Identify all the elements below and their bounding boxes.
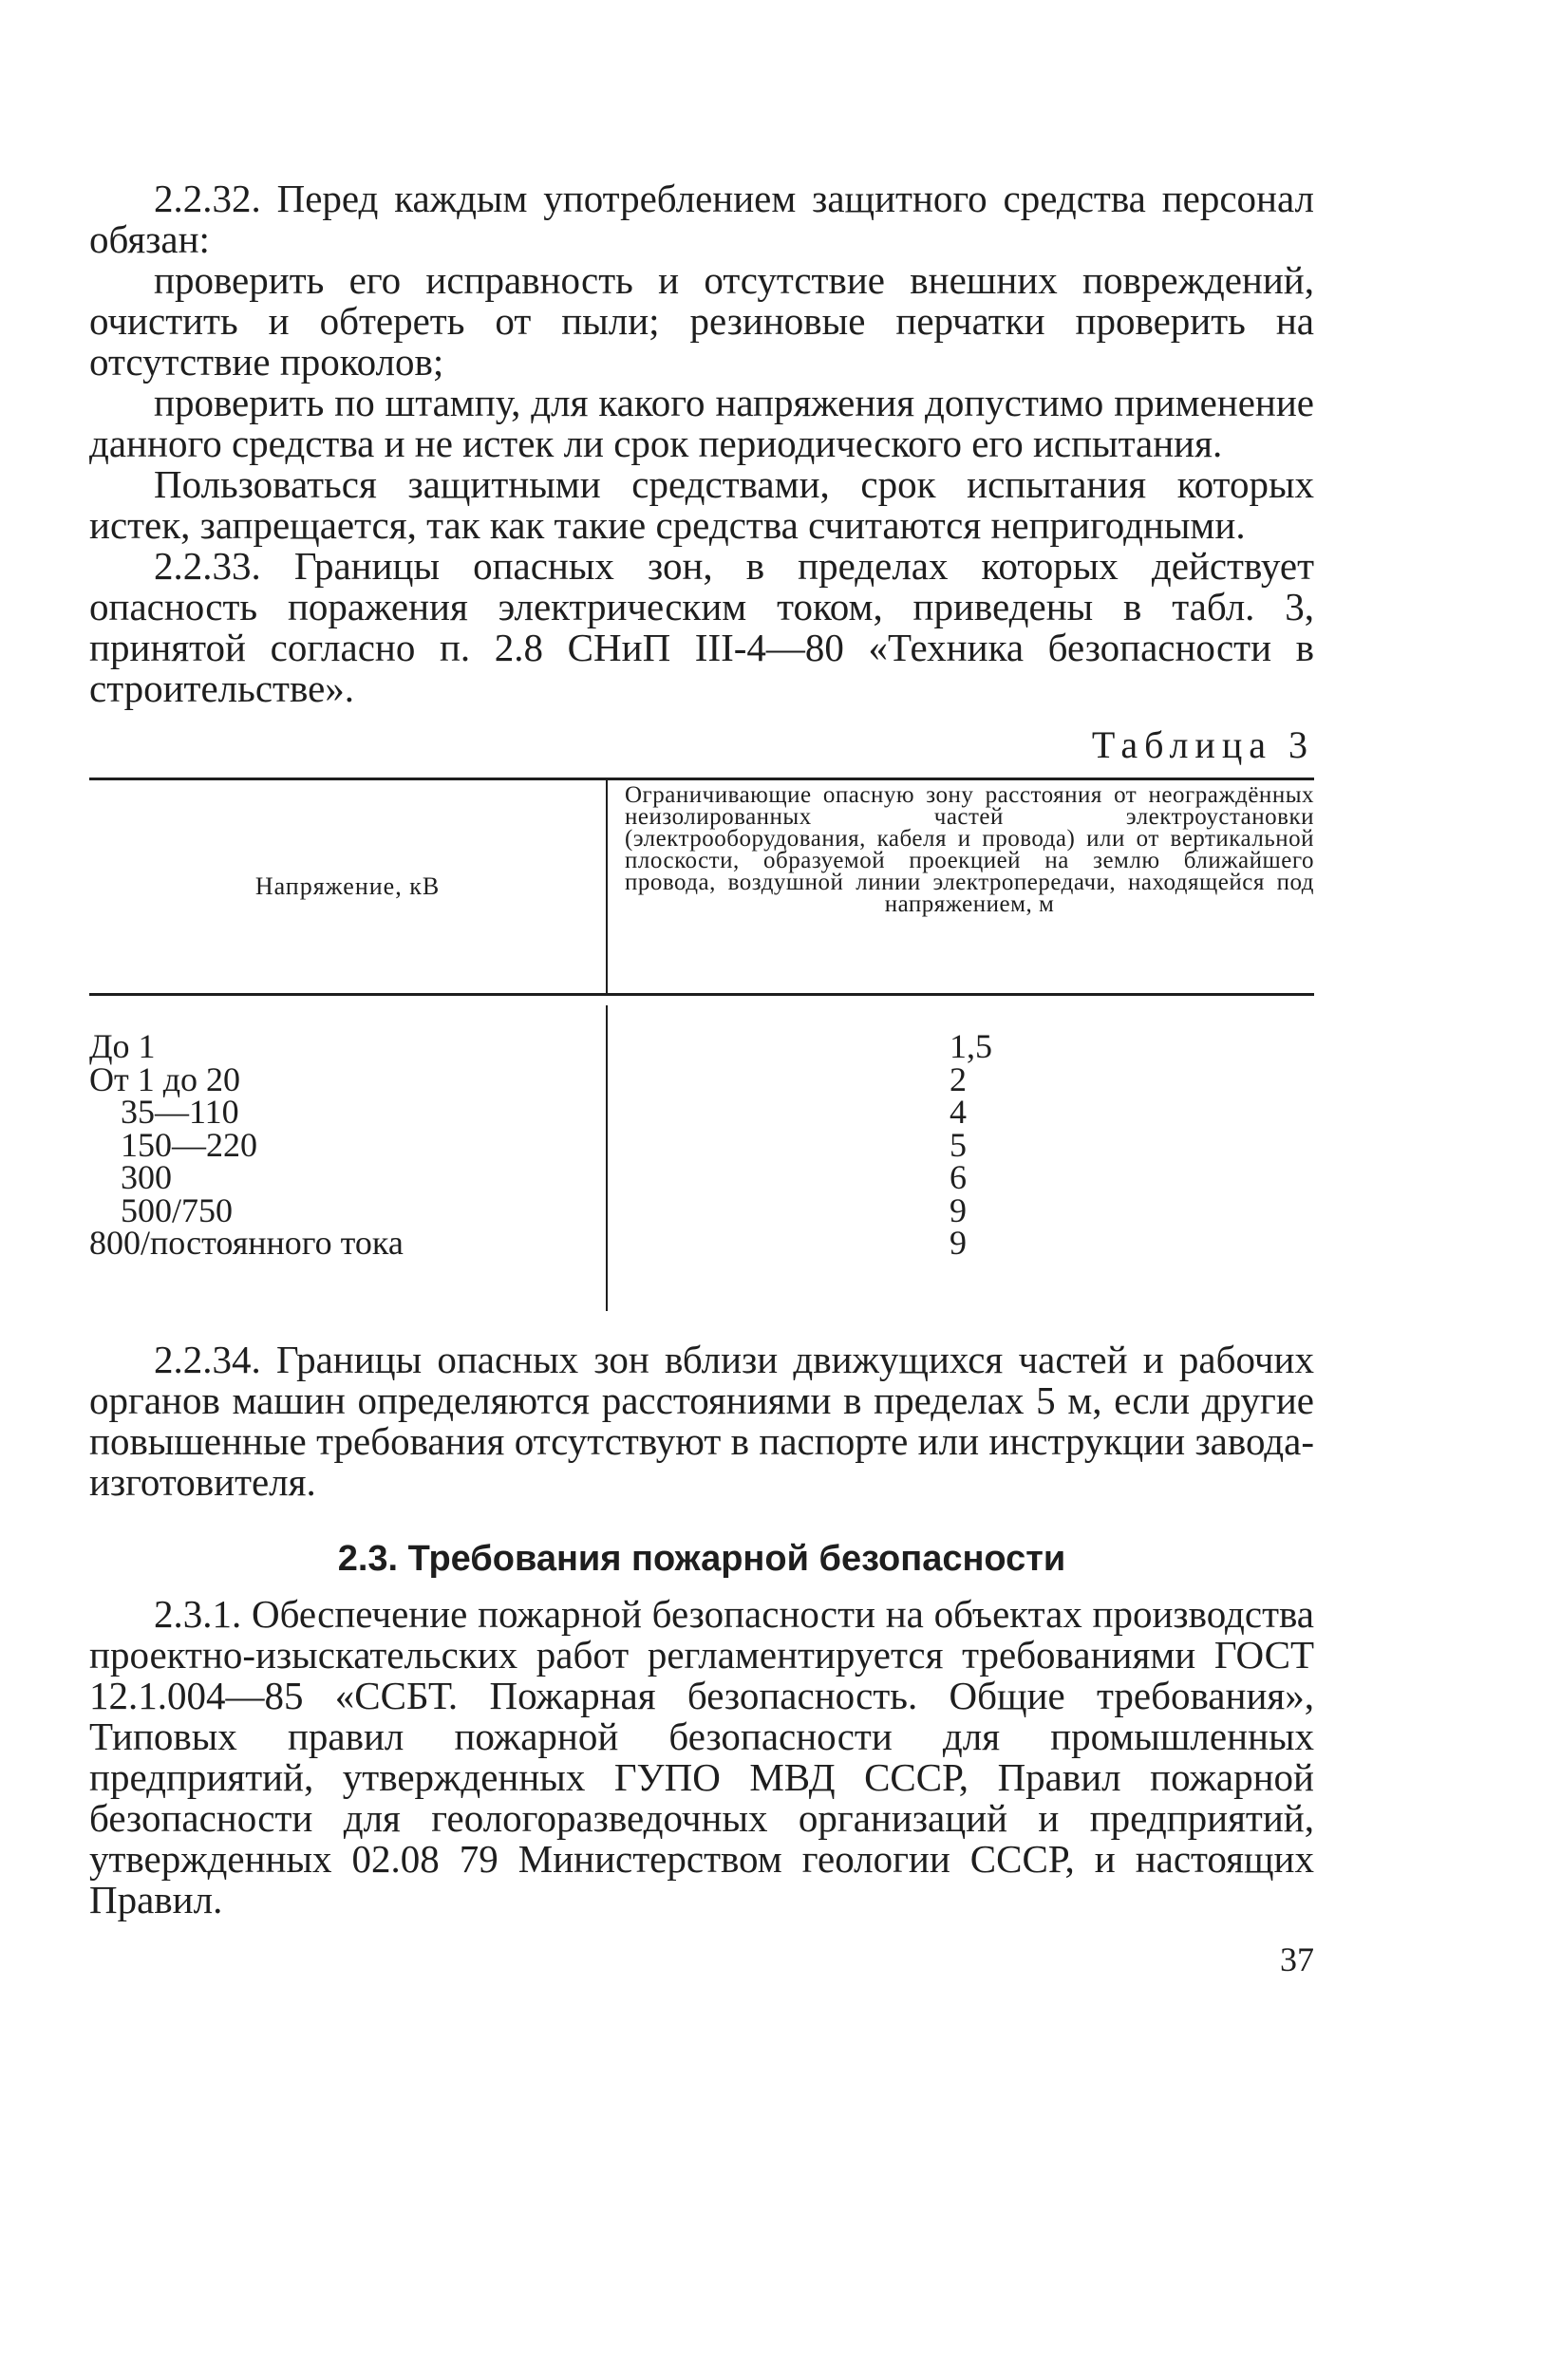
- table-header: [89, 778, 1314, 996]
- paragraph-2-2-33: 2.2.33. Границы опасных зон, в пределах которых действует опасность поражения электрическим током, приведены в табл. 3, принятой согласно п. 2.8 СНиП III-4—80 «Техника безопасности в строительстве».: [89, 544, 1314, 710]
- header-distance: Ограничивающие опасную зону расстояния от неограждённых неизолированных частей электроустановки (электрооборудования, кабеля и провода) или от вертикальной плоскости, образуемой проекцией на землю ближайшего провода, воздушной линии электропередачи, находящейся под напряжением, м: [625, 782, 1314, 917]
- header-distance-cell: [606, 780, 1314, 993]
- paragraph-2-2-34: 2.2.34. Границы опасных зон вблизи движущихся частей и рабочих органов машин определяются расстояниями в пределах 5 м, если другие повышенные требования отсутствуют в паспорте или инструкции завода-изготовителя.: [89, 1338, 1314, 1504]
- distance-column: [606, 1005, 1314, 1311]
- paragraph-check-serviceability: проверить его исправность и отсутствие внешних повреждений, очистить и обтереть от пыли; резиновые перчатки проверить на отсутствие проколов;: [89, 258, 1314, 384]
- voltage-column: [89, 1005, 606, 1311]
- distance-cell: 9: [950, 1224, 967, 1262]
- distance-cell: 2: [950, 1059, 967, 1098]
- table-body: [89, 1005, 1314, 1311]
- distance-cell: 4: [950, 1093, 967, 1131]
- paragraph-2-3-1: 2.3.1. Обеспечение пожарной безопасности на объектах производства проектно-изыскательских работ регламентируется требованиями ГОСТ 12.1.004—85 «ССБТ. Пожарная безопасность. Общие требования», Типовых правил пожарной безопасности для промышленных предприятий, утвержденных ГУПО МВД СССР, Правил пожарной безопасности для геологоразведочных организаций и предприятий, утвержденных 02.08 79 Министерством геологии СССР, и настоящих Правил.: [89, 1592, 1314, 1921]
- danger-zone-table: [89, 778, 1314, 1311]
- paragraph-2-2-32: 2.2.32. Перед каждым употреблением защитного средства персонал обязан:: [89, 177, 1314, 261]
- paragraph-expired-prohibited: Пользоваться защитными средствами, срок испытания которых истек, запрещается, так как такие средства считаются непригодными.: [89, 462, 1314, 547]
- voltage-cell: 35—110: [121, 1093, 239, 1131]
- distance-cell: 6: [950, 1158, 967, 1196]
- section-heading: 2.3. Требования пожарной безопасности: [337, 1539, 1066, 1579]
- document-page: [89, 178, 1314, 1979]
- voltage-cell: 800/постоянного тока: [89, 1224, 404, 1262]
- voltage-cell: От 1 до 20: [89, 1059, 241, 1098]
- table-caption: Таблица 3: [1091, 723, 1314, 766]
- voltage-cell: 300: [121, 1158, 172, 1196]
- paragraph-check-stamp: проверить по штампу, для какого напряжения допустимо применение данного средства и не истек ли срок периодического его испытания.: [89, 381, 1314, 465]
- voltage-cell: 500/750: [121, 1190, 234, 1229]
- distance-cell: 9: [950, 1190, 967, 1229]
- voltage-cell: До 1: [89, 1027, 156, 1065]
- voltage-cell: 150—220: [121, 1125, 257, 1164]
- distance-cell: 5: [950, 1125, 967, 1164]
- page-number: 37: [1280, 1940, 1314, 1978]
- distance-cell: 1,5: [950, 1027, 992, 1065]
- header-voltage: Напряжение, кВ: [254, 872, 441, 900]
